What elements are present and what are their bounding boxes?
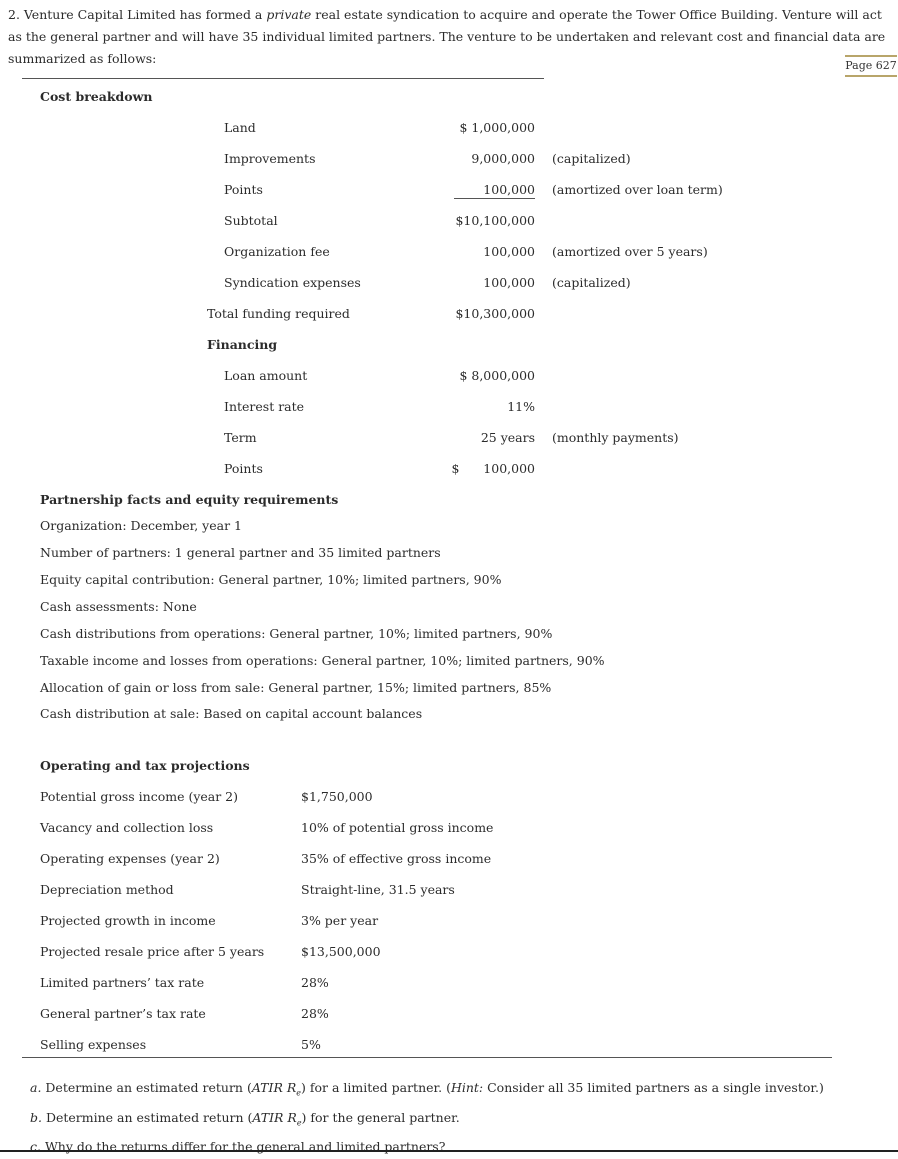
intro-start: Venture Capital Limited has formed a — [23, 7, 267, 22]
cost-label: Points — [224, 182, 263, 197]
operating-value: 28% — [301, 975, 329, 990]
question-a-hint: Hint: — [450, 1080, 484, 1095]
operating-label: Selling expenses — [40, 1037, 147, 1052]
question-b-atir: ATIR R — [252, 1109, 297, 1125]
cost-note: (capitalized) — [552, 151, 631, 166]
operating-value: 10% of potential gross income — [301, 820, 494, 835]
intro-end: real estate syndication to acquire and operate the Tower Office Building. Venture will act as the general partner and will have 35 individual limited partners. The venture to be undertaken and relevant cost and financial data are summarized as follows: — [8, 7, 886, 66]
operating-label: Projected resale price after 5 years — [40, 944, 265, 959]
operating-label: Potential gross income (year 2) — [40, 789, 239, 804]
question-b-text: Determine an estimated return ( — [41, 1109, 253, 1125]
question-b-end: ) for the general partner. — [301, 1109, 460, 1125]
question-c-letter: c. — [30, 1139, 41, 1154]
table-top-rule — [22, 78, 544, 79]
partnership-fact: Cash assessments: None — [40, 599, 197, 614]
cost-label: Improvements — [224, 151, 316, 166]
partnership-fact: Equity capital contribution: General partner, 10%; limited partners, 90% — [40, 572, 502, 587]
operating-value: 28% — [301, 1006, 329, 1021]
partnership-fact: Number of partners: 1 general partner and 35 limited partners — [40, 545, 441, 560]
question-a-close: ) for a limited partner. ( — [301, 1080, 451, 1095]
cost-value: 100,000 — [483, 244, 535, 259]
financing-value: $ 8,000,000 — [459, 368, 535, 383]
question-a-atir: ATIR R — [251, 1080, 297, 1095]
partnership-fact: Organization: December, year 1 — [40, 518, 242, 533]
operating-label: Operating expenses (year 2) — [40, 851, 220, 866]
operating-label: Projected growth in income — [40, 913, 216, 928]
cost-note: (amortized over 5 years) — [552, 244, 708, 259]
partnership-fact: Cash distributions from operations: General partner, 10%; limited partners, 90% — [40, 626, 553, 641]
total-funding-label: Total funding required — [207, 306, 350, 321]
question-b-sub: e — [296, 1118, 302, 1127]
question-a — [30, 1076, 824, 1106]
partnership-heading: Partnership facts and equity requirements — [40, 492, 339, 507]
financing-value: 11% — [507, 399, 535, 414]
cost-value: $ 1,000,000 — [459, 120, 535, 135]
cost-value: 100,000 — [483, 275, 535, 290]
total-funding-value: $10,300,000 — [455, 306, 535, 321]
cost-note: (capitalized) — [552, 275, 631, 290]
question-b — [30, 1106, 824, 1136]
problem-number: 2. — [8, 7, 20, 22]
intro-italic: private — [266, 7, 312, 22]
financing-label: Loan amount — [224, 368, 308, 383]
problem-intro — [8, 4, 888, 70]
cost-breakdown-heading: Cost breakdown — [40, 89, 153, 104]
partnership-fact: Cash distribution at sale: Based on capital account balances — [40, 706, 423, 721]
questions — [30, 1076, 824, 1159]
partnership-fact: Taxable income and losses from operations: General partner, 10%; limited partners, 90% — [40, 653, 605, 668]
operating-value: Straight-line, 31.5 years — [301, 882, 455, 897]
financing-label: Term — [224, 430, 257, 445]
operating-label: General partner’s tax rate — [40, 1006, 206, 1021]
page-number-badge: Page 627 — [845, 55, 897, 77]
financing-label: Interest rate — [224, 399, 305, 414]
operating-label: Limited partners’ tax rate — [40, 975, 205, 990]
cost-value: $10,100,000 — [455, 213, 535, 228]
question-a-text: Determine an estimated return ( — [41, 1080, 252, 1095]
question-c — [30, 1135, 824, 1159]
operating-label: Depreciation method — [40, 882, 174, 897]
operating-value: $13,500,000 — [301, 944, 381, 959]
financing-value: $ 100,000 — [451, 461, 535, 476]
question-b-letter: b. — [30, 1109, 42, 1125]
cost-label: Land — [224, 120, 256, 135]
partnership-fact: Allocation of gain or loss from sale: General partner, 15%; limited partners, 85% — [40, 680, 552, 695]
cost-label: Subtotal — [224, 213, 278, 228]
table-bottom-rule — [22, 1057, 832, 1058]
cost-value: 100,000 — [483, 182, 535, 197]
question-a-sub: e — [296, 1088, 301, 1098]
financing-note: (monthly payments) — [552, 430, 679, 445]
operating-heading: Operating and tax projections — [40, 758, 250, 773]
question-a-letter: a. — [30, 1080, 42, 1095]
operating-value: $1,750,000 — [301, 789, 373, 804]
operating-value: 3% per year — [301, 913, 379, 928]
question-a-end: Consider all 35 limited partners as a single investor.) — [483, 1080, 824, 1095]
cost-label: Organization fee — [224, 244, 330, 259]
operating-value: 5% — [301, 1037, 321, 1052]
cost-value: 9,000,000 — [471, 151, 535, 166]
cost-note: (amortized over loan term) — [552, 182, 723, 197]
operating-value: 35% of effective gross income — [301, 851, 492, 866]
financing-heading: Financing — [207, 337, 278, 352]
subtotal-rule — [454, 198, 535, 199]
cost-label: Syndication expenses — [224, 275, 361, 290]
financing-label: Points — [224, 461, 263, 476]
question-c-text: Why do the returns differ for the general and limited partners? — [40, 1139, 446, 1154]
operating-label: Vacancy and collection loss — [40, 820, 214, 835]
financing-value: 25 years — [480, 430, 535, 445]
